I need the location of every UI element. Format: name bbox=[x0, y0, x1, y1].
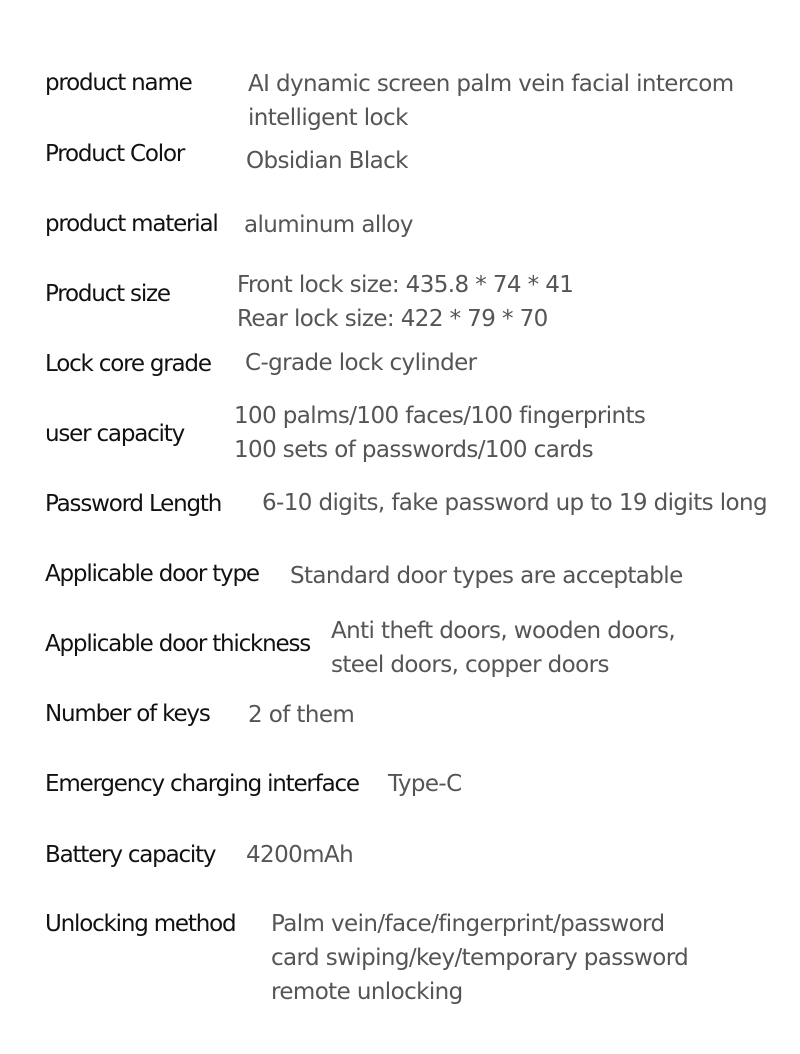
spec-value-line: card swiping/key/temporary password bbox=[271, 945, 689, 971]
spec-label-number-of-keys: Number of keys bbox=[45, 701, 210, 727]
spec-label-product-color: Product Color bbox=[45, 141, 185, 167]
spec-value-line: Obsidian Black bbox=[246, 148, 408, 174]
spec-value-line: steel doors, copper doors bbox=[331, 652, 609, 678]
spec-label-product-material: product material bbox=[45, 211, 218, 237]
spec-value-line: Type-C bbox=[388, 771, 462, 797]
spec-value-line: intelligent lock bbox=[248, 105, 408, 131]
spec-label-user-capacity: user capacity bbox=[45, 421, 184, 447]
spec-value-product-material bbox=[244, 208, 413, 242]
spec-label-password-length: Password Length bbox=[45, 491, 222, 517]
spec-value-line: 6-10 digits, fake password up to 19 digits long bbox=[262, 490, 767, 516]
spec-value-line: Standard door types are acceptable bbox=[290, 563, 683, 589]
spec-value-line: 2 of them bbox=[248, 702, 355, 728]
spec-value-line: Palm vein/face/fingerprint/password bbox=[271, 911, 665, 937]
spec-value-product-color bbox=[246, 144, 408, 178]
spec-value-unlocking-method bbox=[271, 907, 688, 1009]
spec-value-line: remote unlocking bbox=[271, 979, 463, 1005]
spec-value-number-of-keys bbox=[248, 698, 354, 732]
spec-value-line: Rear lock size: 422 * 79 * 70 bbox=[237, 306, 548, 332]
spec-value-lock-core-grade bbox=[245, 346, 477, 380]
spec-label-applicable-door-thickness: Applicable door thickness bbox=[45, 631, 311, 657]
spec-label-battery-capacity: Battery capacity bbox=[45, 842, 216, 868]
spec-value-product-name bbox=[248, 67, 734, 135]
spec-label-product-size: Product size bbox=[45, 281, 170, 307]
spec-value-line: 4200mAh bbox=[246, 842, 354, 868]
spec-label-lock-core-grade: Lock core grade bbox=[45, 351, 211, 377]
spec-value-password-length bbox=[262, 486, 767, 520]
spec-value-line: Anti theft doors, wooden doors, bbox=[331, 618, 676, 644]
spec-value-line: 100 palms/100 faces/100 fingerprints bbox=[234, 403, 646, 429]
spec-value-line: AI dynamic screen palm vein facial intercom bbox=[248, 71, 734, 97]
spec-value-line: Front lock size: 435.8 * 74 * 41 bbox=[237, 272, 574, 298]
spec-label-product-name: product name bbox=[45, 70, 192, 96]
spec-value-applicable-door-thickness bbox=[331, 614, 675, 682]
spec-value-product-size bbox=[237, 268, 573, 336]
spec-value-battery-capacity bbox=[246, 838, 353, 872]
spec-label-unlocking-method: Unlocking method bbox=[45, 911, 236, 937]
spec-label-applicable-door-type: Applicable door type bbox=[45, 561, 259, 587]
spec-value-applicable-door-type bbox=[290, 559, 683, 593]
spec-label-emergency-charging-interface: Emergency charging interface bbox=[45, 771, 359, 797]
spec-value-line: C-grade lock cylinder bbox=[245, 350, 477, 376]
spec-value-line: aluminum alloy bbox=[244, 212, 413, 238]
spec-value-user-capacity bbox=[234, 399, 645, 467]
spec-value-line: 100 sets of passwords/100 cards bbox=[234, 437, 594, 463]
spec-value-emergency-charging-interface bbox=[388, 767, 462, 801]
